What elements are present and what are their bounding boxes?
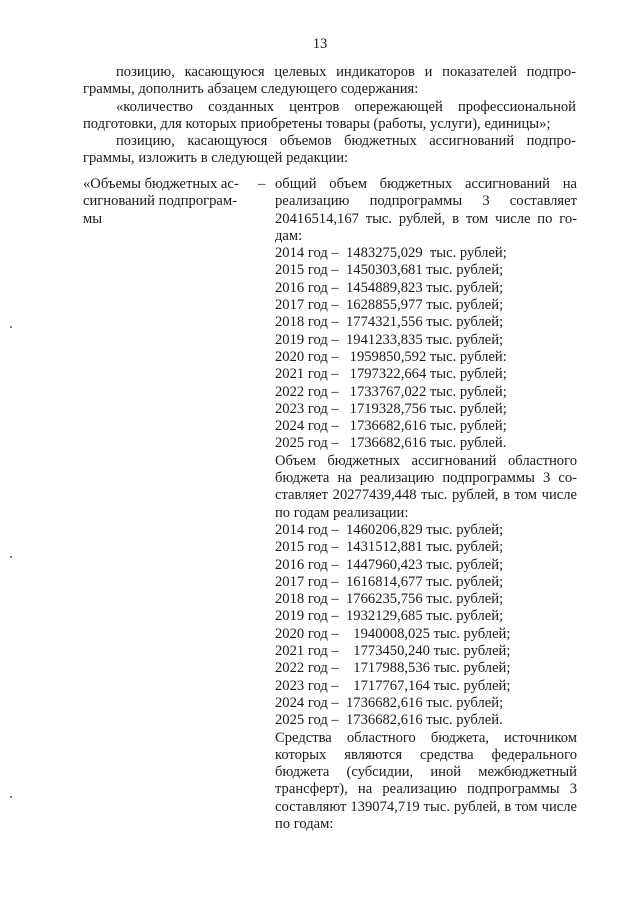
regional-years-list	[275, 522, 577, 730]
paragraph-indicators-text: позицию, касающуюся целевых индикаторов и показателей подпро-граммы, дополнить абзацем следующего содержания:	[83, 64, 576, 98]
year-row: 2015 год – 1431512,881 тыс. рублей;	[275, 539, 504, 556]
year-row: 2014 год – 1483275,029 тыс. рублей;	[275, 245, 507, 262]
year-row: 2023 год – 1717767,164 тыс. рублей;	[275, 677, 511, 694]
year-row: 2016 год – 1454889,823 тыс. рублей;	[275, 279, 504, 296]
year-row: 2015 год – 1450303,681 тыс. рублей;	[275, 262, 504, 279]
scan-mark	[10, 326, 12, 328]
table-left-label: «Объемы бюджетных ас-сигнований подпрограм-мы	[83, 176, 239, 227]
year-row: 2019 год – 1941233,835 тыс. рублей;	[275, 331, 504, 348]
scan-mark	[10, 556, 12, 558]
page-number: 13	[312, 36, 328, 52]
year-row: 2024 год – 1736682,616 тыс. рублей;	[275, 694, 504, 711]
federal-funding-text: Средства областного бюджета, источником которых являются средства федерального бюджета (субсидии, иной межбюджетный трансферт), на реализацию подпрограммы 3 составляют 139074,719 тыс. рублей, в том числе по годам:	[275, 729, 577, 832]
regional-funding-text: Объем бюджетных ассигнований областного бюджета на реализацию подпрограммы 3 со-ставляет 20277439,448 тыс. рублей, в том числе по годам реализации:	[275, 452, 577, 521]
year-row: 2018 год – 1774321,556 тыс. рублей;	[275, 314, 504, 331]
year-row: 2017 год – 1616814,677 тыс. рублей;	[275, 573, 504, 590]
year-row: 2021 год – 1797322,664 тыс. рублей;	[275, 366, 507, 383]
year-row: 2022 год – 1733767,022 тыс. рублей;	[275, 383, 507, 400]
table-dash: –	[258, 176, 266, 192]
year-row: 2025 год – 1736682,616 тыс. рублей.	[275, 435, 507, 452]
year-row: 2022 год – 1717988,536 тыс. рублей;	[275, 660, 511, 677]
paragraph-quote: «количество созданных центров опережающей профессиональной подготовки, для которых приобретены товары (работы, услуги), единицы»;	[83, 99, 576, 133]
year-row: 2021 год – 1773450,240 тыс. рублей;	[275, 643, 511, 660]
year-row: 2018 год – 1766235,756 тыс. рублей;	[275, 591, 504, 608]
year-row: 2020 год – 1940008,025 тыс. рублей;	[275, 625, 511, 642]
paragraph-indicators	[83, 64, 576, 99]
year-row: 2023 год – 1719328,756 тыс. рублей;	[275, 400, 507, 417]
table-right-column	[275, 176, 577, 833]
year-row: 2019 год – 1932129,685 тыс. рублей;	[275, 608, 504, 625]
scan-mark	[10, 796, 12, 798]
year-row: 2024 год – 1736682,616 тыс. рублей;	[275, 418, 507, 435]
year-row: 2025 год – 1736682,616 тыс. рублей.	[275, 712, 503, 729]
paragraph-budget-position: позицию, касающуюся объемов бюджетных ассигнований подпро-граммы, изложить в следующей редакции:	[83, 133, 576, 167]
year-row: 2014 год – 1460206,829 тыс. рублей;	[275, 521, 504, 538]
total-funding-text: общий объем бюджетных ассигнований на реализацию подпрограммы 3 составляет 20416514,167 тыс. рублей, в том числе по го-дам:	[275, 176, 577, 244]
year-row: 2017 год – 1628855,977 тыс. рублей;	[275, 297, 504, 314]
year-row: 2020 год – 1959850,592 тыс. рублей:	[275, 348, 507, 365]
total-years-list	[275, 245, 577, 453]
year-row: 2016 год – 1447960,423 тыс. рублей;	[275, 556, 504, 573]
